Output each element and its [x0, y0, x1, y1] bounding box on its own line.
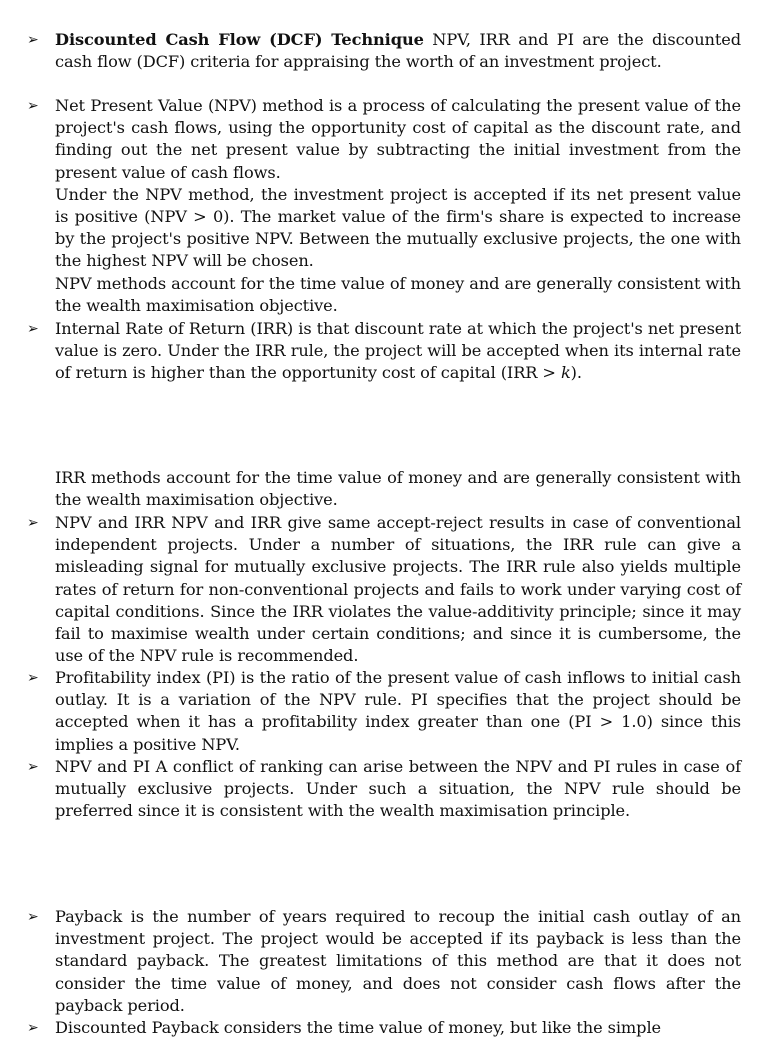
npv-pi-text: NPV and PI A conflict of ranking can arise between the NPV and PI rules in case of mutually exclusive projects. Under such a situation, the NPV rule should be preferred since it is consistent with the wealth maximisation principle.: [55, 757, 741, 821]
bullet-icon: ➢: [27, 321, 39, 337]
irr-paragraph-2: [55, 467, 741, 511]
bullet-icon: ➢: [27, 670, 39, 686]
bullet-icon: ➢: [27, 759, 39, 775]
npv-paragraph-2: Under the NPV method, the investment project is accepted if its net present value is positive (NPV > 0). The market value of the firm's share is expected to increase by the project's positive NPV. Between the mutually exclusive projects, the one with the highest NPV will be chosen.: [55, 184, 741, 271]
npv-section: [55, 95, 741, 317]
dcf-title: Discounted Cash Flow (DCF) Technique: [55, 30, 424, 49]
bullet-icon: ➢: [27, 909, 39, 925]
irr-paragraph: [55, 318, 741, 385]
bullet-icon: ➢: [27, 515, 39, 531]
pi-paragraph: [55, 667, 741, 756]
npv-paragraph-1: Net Present Value (NPV) method is a process of calculating the present value of the project's cash flows, using the opportunity cost of capital as the discount rate, and finding out the net present value by subtracting the initial investment from the present value of cash flows.: [55, 96, 741, 182]
bullet-icon: ➢: [27, 1020, 39, 1036]
irr-consistency-text: IRR methods account for the time value of money and are generally consistent with the wealth maximisation objective.: [55, 468, 741, 510]
pi-text: Profitability index (PI) is the ratio of the present value of cash inflows to initial cash outlay. It is a variation of the NPV rule. PI specifies that the project should be accepted when it has a profitability index greater than one (PI > 1.0) since this implies a positive NPV.: [55, 668, 741, 754]
irr-k-symbol: k: [560, 363, 571, 383]
npv-paragraph-3: NPV methods account for the time value of money and are generally consistent with the wealth maximisation objective.: [55, 273, 741, 315]
npv-pi-paragraph: [55, 756, 741, 823]
irr-end: ).: [570, 363, 582, 383]
dcf-body: NPV, IRR and PI are the discounted cash flow (DCF) criteria for appraising the worth of an investment project.: [55, 30, 741, 72]
irr-body: Internal Rate of Return (IRR) is that discount rate at which the project's net present value is zero. Under the IRR rule, the project will be accepted when its internal rate of return is higher than the opportunity cost of capital (IRR >: [55, 319, 741, 383]
dcf-paragraph: [55, 29, 741, 73]
bullet-icon: ➢: [27, 98, 39, 114]
bullet-icon: ➢: [27, 32, 39, 48]
discounted-payback-paragraph: [55, 1017, 741, 1039]
npv-irr-text: NPV and IRR NPV and IRR give same accept-reject results in case of conventional independent projects. Under a number of situations, the IRR rule can give a misleading signal for mutually exclusive projects. The IRR rule also yields multiple rates of return for non-conventional projects and fails to work under varying cost of capital conditions. Since the IRR violates the value-additivity principle; since it may fail to maximise wealth under certain conditions; and since it is cumbersome, the use of the NPV rule is recommended.: [55, 513, 741, 666]
npv-irr-paragraph: [55, 512, 741, 667]
payback-text: Payback is the number of years required to recoup the initial cash outlay of an investment project. The project would be accepted if its payback is less than the standard payback. The greatest limitations of this method are that it does not consider the time value of money, and does not consider cash flows after the payback period.: [55, 907, 741, 1015]
discounted-payback-text: Discounted Payback considers the time value of money, but like the simple: [55, 1018, 662, 1037]
payback-paragraph: [55, 906, 741, 1017]
